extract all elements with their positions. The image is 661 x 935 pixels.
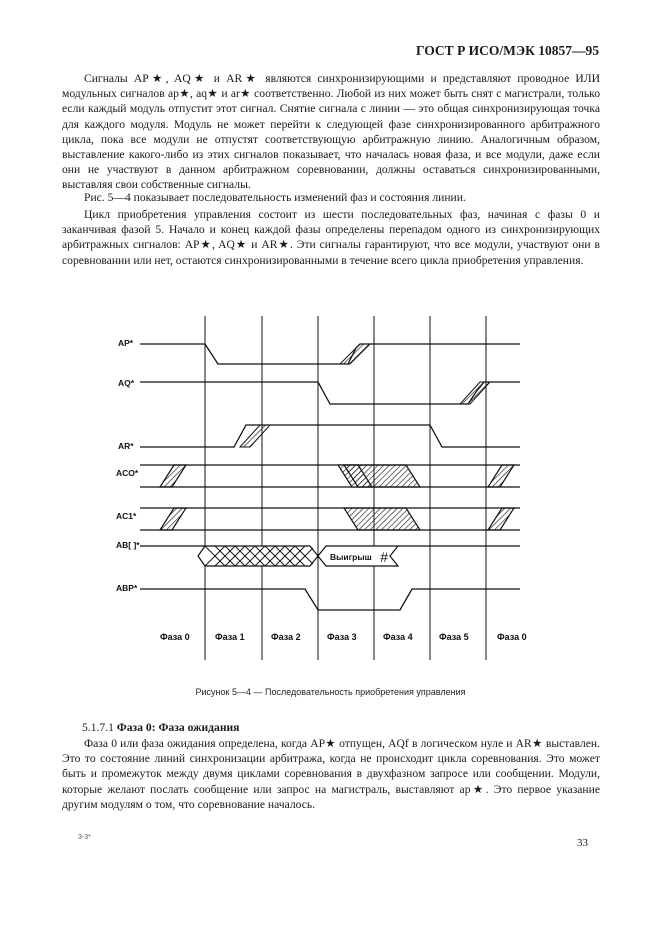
waveform-aco [140,465,520,487]
phase-label-4: Фаза 4 [383,632,413,642]
timing-diagram [0,300,661,660]
paragraph-cycle-phases: Цикл приобретения управления состоит из шести последовательных фаз, начиная с фазы 0 и заканчивая фазой 5. Начало и конец каждой фазы определены перепадом одного из синхронизирующих арбитражных сигналов: AP★, AQ★ и AR★. Эти сигналы гарантируют, что все модули, участвуют они в соревновании или нет, остаются синхронизированными в течение всего цикла приобретения управления. [62,208,600,267]
waveform-abp [140,589,520,610]
section-number: 5.1.7.1 [82,721,114,734]
signal-label-ap: AP* [118,338,134,348]
signal-label-ab: AB[ ]* [116,540,140,550]
paragraph-sync-signals: Сигналы AP★, AQ★ и AR★ являются синхронизирующими и представляют проводное ИЛИ модульных сигналов ap★, aq★ и ar★ соответственно. Любой из них может быть снят с магистрали, только если каждый модуль отпустит этот сигнал. Снятие сигнала с линии — это общая синхронизирующая точка для каждого модуля. Модуль не может перейти к следующей фазе синхронизированного арбитражного цикла, пока все модули не отпустят соответствующую арбитражную линию. Аналогичным образом, выставление какого-либо из этих сигналов показывает, что началась новая фаза, и все модули, даже если они не участвуют в данном арбитражном соревновании, должны оставаться синхронизированными, выставляя свои собственные сигналы. [62,72,600,192]
section-title: Фаза 0: Фаза ожидания [116,721,240,734]
document-header: ГОСТ Р ИСО/МЭК 10857—95 [416,43,599,58]
phase-label-3: Фаза 3 [327,632,357,642]
phase-label-1: Фаза 1 [215,632,245,642]
signal-label-aco: ACO* [116,468,139,478]
signal-label-abp: ABP* [116,583,138,593]
signal-label-aq: AQ* [118,378,135,388]
phase-label-5: Фаза 5 [439,632,469,642]
waveform-ar [140,425,520,447]
footer-mark: 3-3* [78,834,91,841]
phase-label-0: Фаза 0 [160,632,190,642]
paragraph-figure-ref: Рис. 5—4 показывает последовательность изменений фаз и состояния линии. [84,191,466,204]
waveform-aq [140,382,520,404]
winner-label: Выигрыш [330,552,372,562]
signal-label-ac1: AC1* [116,511,137,521]
figure-caption: Рисунок 5—4 — Последовательность приобретения управления [195,687,466,697]
phase-label-2: Фаза 2 [271,632,301,642]
section-heading [82,721,239,734]
paragraph-phase-0: Фаза 0 или фаза ожидания определена, когда AP★ отпущен, AQf в логическом нуле и AR★ выставлен. Это то состояние линий синхронизации арбитража, когда не происходит цикла соревнования. Это может быть и промежуток между двумя циклами соревнования в двухфазном запросе или сообщении. Модули, которые желают послать сообщение или запрос на магистраль, выставляют ap★. Это первое указание другим модулям о том, что соревнование началось. [62,737,600,811]
waveform-ap [140,344,520,364]
phase-label-0-end: Фаза 0 [497,632,527,642]
page-number: 33 [577,837,588,849]
signal-label-ar: AR* [118,441,134,451]
waveform-ac1 [140,508,520,530]
phase-boundaries [205,316,486,660]
winner-hash-symbol: # [380,549,388,565]
